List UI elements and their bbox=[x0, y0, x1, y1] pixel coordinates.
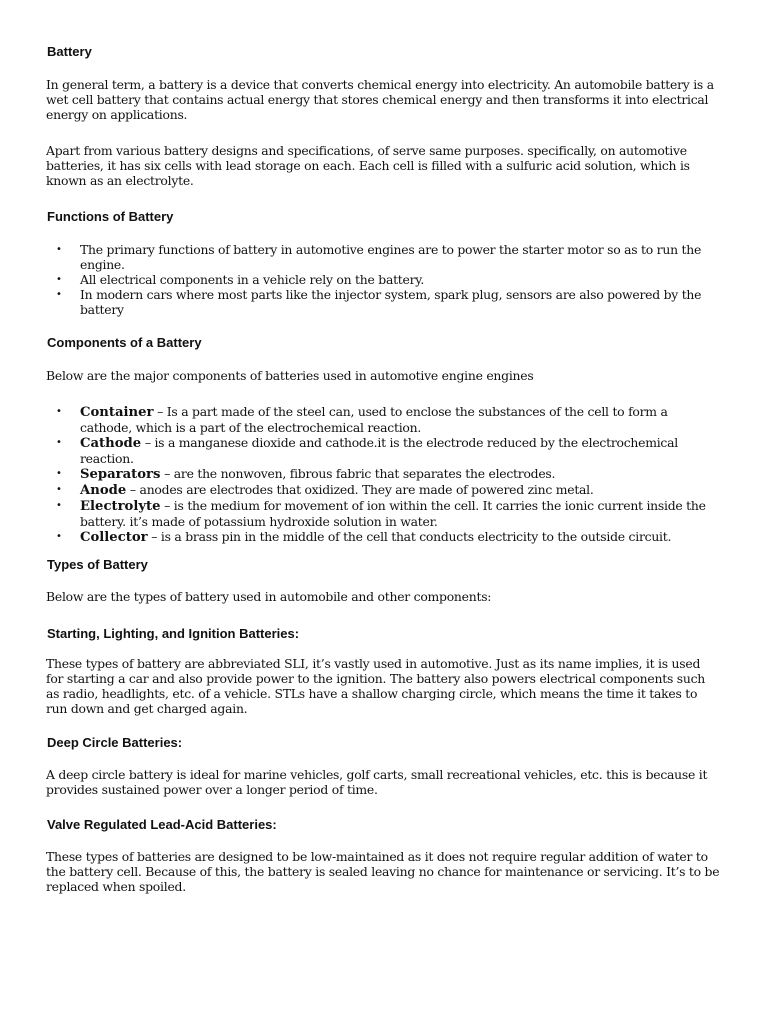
types-intro: Below are the types of battery used in automobile and other components: bbox=[46, 589, 492, 604]
bullet-icon: • bbox=[56, 484, 62, 495]
bullet-icon: • bbox=[56, 437, 62, 448]
list-item bbox=[56, 272, 721, 287]
function-text: All electrical components in a vehicle rely on the battery. bbox=[80, 272, 425, 287]
heading-functions: Functions of Battery bbox=[47, 209, 174, 224]
bullet-icon: • bbox=[56, 468, 62, 479]
heading-components: Components of a Battery bbox=[47, 335, 202, 350]
list-item bbox=[56, 287, 721, 317]
function-text: In modern cars where most parts like the injector system, spark plug, sensors are also powered by the battery bbox=[80, 287, 702, 317]
component-description: – is a brass pin in the middle of the cell that conducts electricity to the outside circuit. bbox=[147, 529, 672, 544]
component-term: Container bbox=[80, 405, 154, 420]
heading-deep-circle-batteries: Deep Circle Batteries: bbox=[47, 735, 183, 750]
bullet-icon: • bbox=[56, 500, 62, 511]
component-term: Separators bbox=[80, 467, 161, 482]
component-term: Collector bbox=[80, 530, 148, 545]
bullet-icon: • bbox=[56, 289, 62, 300]
list-item bbox=[56, 482, 721, 498]
components-list bbox=[56, 404, 721, 545]
battery-paragraph-2: Apart from various battery designs and specifications, of serve same purposes. specifically, on automotive batteries, it has six cells with lead storage on each. Each cell is filled with a sulfuric acid solution, which is known as an electrolyte. bbox=[46, 143, 690, 188]
list-item bbox=[56, 404, 721, 435]
bullet-icon: • bbox=[56, 244, 62, 255]
bullet-icon: • bbox=[56, 274, 62, 285]
deep-circle-paragraph: A deep circle battery is ideal for marine vehicles, golf carts, small recreational vehicles, etc. this is because it provides sustained power over a longer period of time. bbox=[46, 767, 708, 797]
list-item bbox=[56, 529, 721, 545]
component-term: Cathode bbox=[80, 436, 142, 451]
component-term: Anode bbox=[80, 483, 127, 498]
component-description: – are the nonwoven, fibrous fabric that separates the electrodes. bbox=[160, 466, 556, 481]
bullet-icon: • bbox=[56, 531, 62, 542]
component-description: – Is a part made of the steel can, used to enclose the substances of the cell to form a cathode, which is a part of the electrochemical reaction. bbox=[80, 404, 668, 435]
component-term: Electrolyte bbox=[80, 499, 161, 514]
sli-paragraph: These types of battery are abbreviated SLI, it’s vastly used in automotive. Just as its name implies, it is used for starting a car and also provide power to the ignition. The battery also powers electrical components such as radio, headlights, etc. of a vehicle. STLs have a shallow charging circle, which means the time it takes to run down and get charged again. bbox=[46, 656, 706, 716]
component-description: – anodes are electrodes that oxidized. They are made of powered zinc metal. bbox=[126, 482, 594, 497]
list-item bbox=[56, 498, 721, 529]
heading-types: Types of Battery bbox=[47, 557, 148, 572]
heading-vrla-batteries: Valve Regulated Lead-Acid Batteries: bbox=[47, 817, 277, 832]
component-description: – is the medium for movement of ion within the cell. It carries the ionic current inside the battery. it’s made of potassium hydroxide solution in water. bbox=[80, 498, 706, 529]
list-item bbox=[56, 435, 721, 466]
functions-list bbox=[56, 242, 721, 317]
battery-paragraph-1: In general term, a battery is a device that converts chemical energy into electricity. An automobile battery is a wet cell battery that contains actual energy that stores chemical energy and then transforms it into electrical energy on applications. bbox=[46, 77, 714, 122]
component-description: – is a manganese dioxide and cathode.it is the electrode reduced by the electrochemical reaction. bbox=[80, 435, 678, 466]
heading-sli-batteries: Starting, Lighting, and Ignition Batteries: bbox=[47, 626, 300, 641]
list-item bbox=[56, 242, 721, 272]
components-intro: Below are the major components of batteries used in automotive engine engines bbox=[46, 368, 534, 383]
bullet-icon: • bbox=[56, 406, 62, 417]
vrla-paragraph: These types of batteries are designed to be low-maintained as it does not require regular addition of water to the battery cell. Because of this, the battery is sealed leaving no chance for maintenance or servicing. It’s to be replaced when spoiled. bbox=[46, 849, 720, 894]
list-item bbox=[56, 466, 721, 482]
heading-battery: Battery bbox=[47, 44, 92, 59]
function-text: The primary functions of battery in automotive engines are to power the starter motor so as to run the engine. bbox=[80, 242, 702, 272]
